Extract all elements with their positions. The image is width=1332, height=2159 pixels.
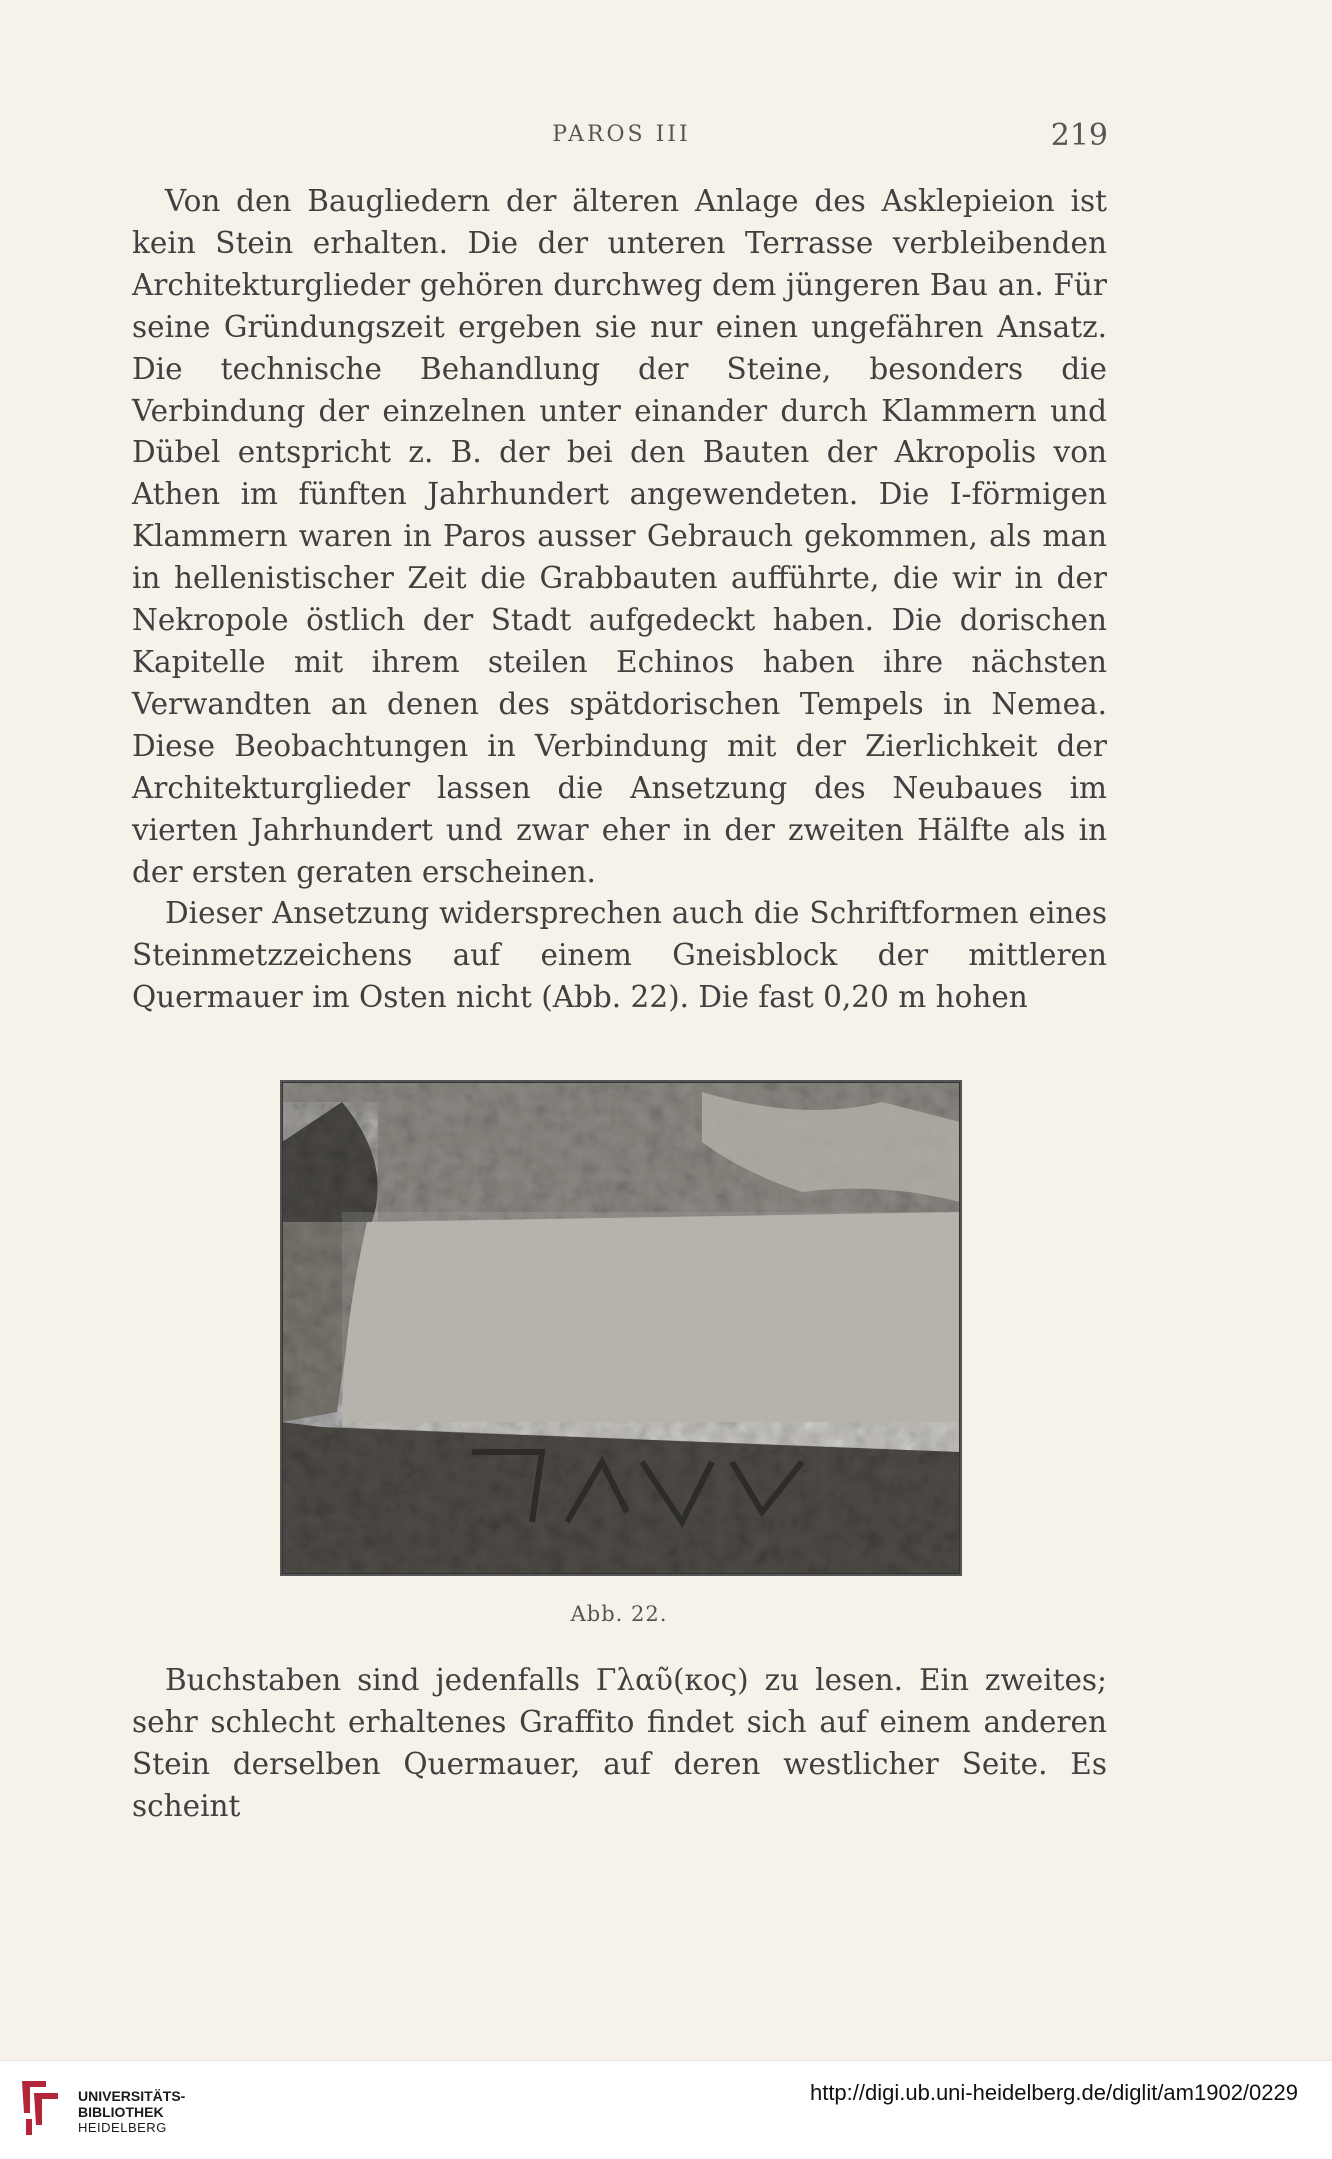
paragraph-1: Von den Baugliedern der älteren Anlage des Asklepieion ist kein Stein erhalten. Die der unteren Terrasse verbleibenden Architekturglieder gehören durchweg dem jüngeren Bau an. Für seine Gründungszeit ergeben sie nur einen ungefähren Ansatz. Die technische Behandlung der Steine, besonders die Verbindung der einzelnen unter einander durch Klammern und Dübel entspricht z. B. der bei den Bauten der Akropolis von Athen im fünften Jahrhundert angewendeten. Die I-förmigen Klammern waren in Paros ausser Gebrauch gekommen, als man in hellenistischer Zeit die Grabbauten aufführte, die wir in der Nekropole östlich der Stadt aufgedeckt haben. Die dorischen Kapitelle mit ihrem steilen Echinos haben ihre nächsten Verwandten an denen des spätdorischen Tempels in Nemea. Diese Beobachtungen in Verbindung mit der Zierlichkeit der Architekturglieder lassen die Ansetzung des Neubaues im vierten Jahrhundert und zwar eher in der zweiten Hälfte als in der ersten geraten erscheinen.: [132, 184, 1107, 889]
page-number: 219: [1050, 118, 1108, 153]
library-logo-icon[interactable]: [16, 2073, 64, 2143]
paragraph-3: Buchstaben sind jedenfalls Γλαῦ(κος) zu lesen. Ein zweites; sehr schlecht erhaltenes Graffito findet sich auf einem anderen Stein derselben Quermauer, auf deren westlicher Seite. Es scheint: [132, 1663, 1107, 1823]
stone-block-photo: [282, 1082, 960, 1574]
running-head: [135, 118, 1108, 154]
body-text-lower: [132, 1660, 1107, 1828]
logo-line-2: BIBLIOTHEK: [78, 2104, 164, 2120]
body-text-upper: [132, 181, 1107, 1019]
permalink-url[interactable]: http://digi.ub.uni-heidelberg.de/diglit/am1902/0229: [809, 2080, 1298, 2105]
logo-line-3: HEIDELBERG: [78, 2120, 167, 2135]
running-title: PAROS III: [552, 122, 691, 147]
logo-line-1: UNIVERSITÄTS-: [78, 2088, 186, 2104]
library-logo-text: [78, 2088, 185, 2136]
figure-photograph: [280, 1080, 962, 1576]
digitization-footer: [0, 2060, 1332, 2159]
paragraph-2: Dieser Ansetzung widersprechen auch die Schriftformen eines Steinmetzzeichens auf einem Gneisblock der mittleren Quermauer im Osten nicht (Abb. 22). Die fast 0,20 m hohen: [132, 896, 1107, 1015]
figure-caption: Abb. 22.: [570, 1602, 668, 1626]
